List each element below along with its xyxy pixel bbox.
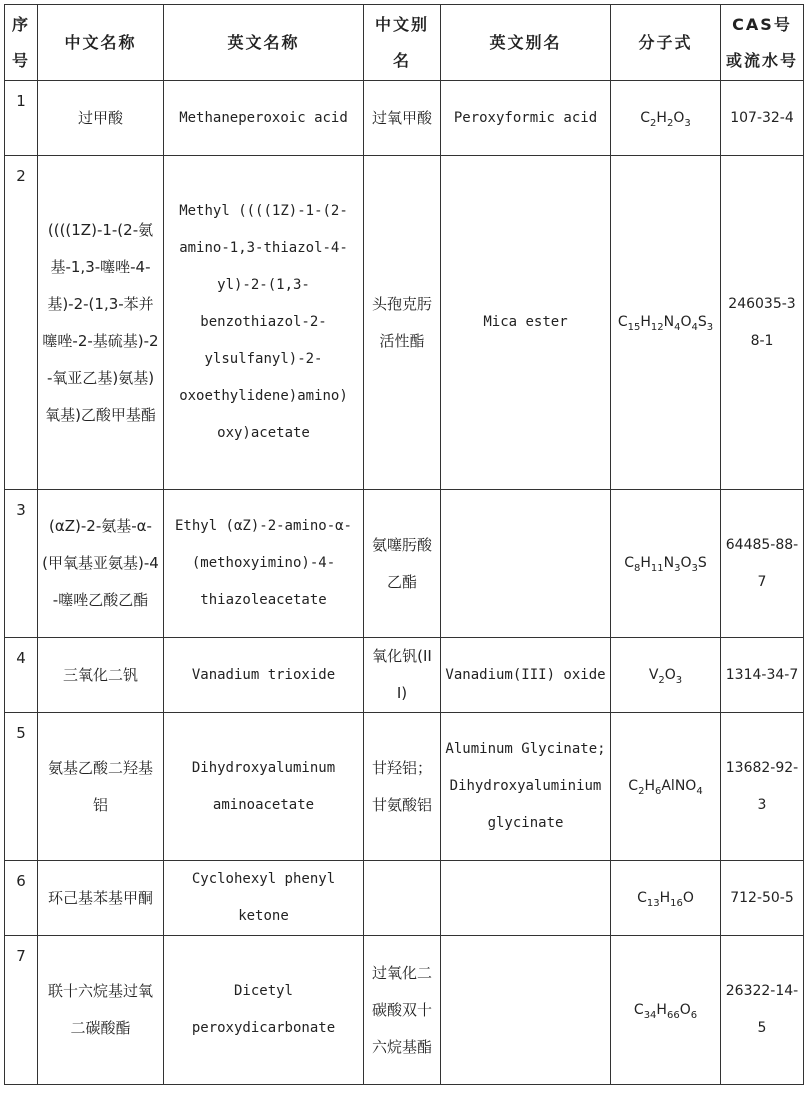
formula-count: 12 xyxy=(650,321,664,333)
formula-count: 2 xyxy=(658,674,665,686)
formula-element: O xyxy=(673,109,685,126)
formula-element: AlNO xyxy=(661,778,697,794)
cell-cas: 26322-14-5 xyxy=(721,936,804,1085)
formula-count: 3 xyxy=(706,321,714,333)
formula-element: C xyxy=(633,1001,644,1018)
formula-element: H xyxy=(656,1001,667,1018)
cell-cn-alias: 头孢克肟活性酯 xyxy=(364,156,441,490)
formula-element: S xyxy=(697,555,707,571)
table-row xyxy=(5,156,804,490)
formula-element: O xyxy=(679,1001,691,1018)
header-row xyxy=(5,5,804,81)
cell-cn-name: 氨基乙酸二羟基铝 xyxy=(38,713,164,861)
table-row xyxy=(5,861,804,936)
formula-element: H xyxy=(640,555,651,571)
chemical-table xyxy=(4,4,804,1085)
formula-element: C xyxy=(617,314,628,330)
cell-cas: 64485-88-7 xyxy=(721,490,804,638)
formula-count: 6 xyxy=(654,785,662,797)
cell-cn-name: 联十六烷基过氧二碳酸酯 xyxy=(38,936,164,1085)
cell-cas: 712-50-5 xyxy=(721,861,804,936)
formula-element: N xyxy=(663,314,675,330)
formula-element: O xyxy=(680,555,692,571)
table-row xyxy=(5,81,804,156)
cell-en-name: Methyl ((((1Z)-1-(2-amino-1,3-thiazol-4-yl)-2-(1,3-benzothiazol-2-ylsulfanyl)-2-oxoethylidene)amino) oxy)acetate xyxy=(164,156,364,490)
header-cn-name: 中文名称 xyxy=(38,5,164,81)
header-seq: 序号 xyxy=(5,5,38,81)
formula-element: C xyxy=(640,109,651,126)
cell-en-alias xyxy=(441,490,611,638)
header-en-alias: 英文别名 xyxy=(441,5,611,81)
cell-cas: 13682-92-3 xyxy=(721,713,804,861)
header-cas: CAS号或流水号 xyxy=(721,5,804,81)
header-cn-alias: 中文别名 xyxy=(364,5,441,81)
cell-seq: 4 xyxy=(5,638,38,713)
formula-element: H xyxy=(644,778,655,794)
formula-element: H xyxy=(659,889,671,906)
formula-element: H xyxy=(656,109,667,126)
cell-cas: 1314-34-7 xyxy=(721,638,804,713)
cell-formula xyxy=(611,156,721,490)
formula-count: 2 xyxy=(666,117,674,129)
cell-cn-alias: 过氧甲酸 xyxy=(364,81,441,156)
formula-count: 15 xyxy=(627,321,641,333)
cell-en-name: Vanadium trioxide xyxy=(164,638,364,713)
cell-en-name: Ethyl (αZ)-2-amino-α-(methoxyimino)-4-thiazoleacetate xyxy=(164,490,364,638)
cell-en-name: Cyclohexyl phenyl ketone xyxy=(164,861,364,936)
cell-en-alias: Mica ester xyxy=(441,156,611,490)
formula-count: 16 xyxy=(670,897,683,909)
formula-element: C xyxy=(628,778,639,794)
formula-element: C xyxy=(637,889,647,906)
cell-en-alias xyxy=(441,936,611,1085)
formula-count: 4 xyxy=(674,321,681,333)
formula-count: 2 xyxy=(638,785,645,797)
cell-cn-name: 三氧化二钒 xyxy=(38,638,164,713)
cell-cn-alias: 过氧化二碳酸双十六烷基酯 xyxy=(364,936,441,1085)
formula-count: 34 xyxy=(643,1009,657,1021)
table-row xyxy=(5,638,804,713)
formula-element: N xyxy=(663,555,675,571)
formula-count: 2 xyxy=(650,117,657,129)
formula-count: 4 xyxy=(691,321,698,333)
cell-cn-name: 环己基苯基甲酮 xyxy=(38,861,164,936)
cell-cas: 246035-38-1 xyxy=(721,156,804,490)
formula-count: 3 xyxy=(674,562,681,574)
formula-element: O xyxy=(682,889,694,906)
header-formula: 分子式 xyxy=(611,5,721,81)
formula-count: 4 xyxy=(696,785,703,797)
cell-cn-alias: 甘羟铝；甘氨酸铝 xyxy=(364,713,441,861)
cell-cn-name: (αZ)-2-氨基-α-(甲氧基亚氨基)-4-噻唑乙酸乙酯 xyxy=(38,490,164,638)
cell-formula xyxy=(611,638,721,713)
cell-seq: 2 xyxy=(5,156,38,490)
formula-element: V xyxy=(648,666,659,683)
formula-count: 66 xyxy=(666,1009,680,1021)
cell-cn-alias: 氧化钒(III) xyxy=(364,638,441,713)
cell-seq: 5 xyxy=(5,713,38,861)
formula-element: O xyxy=(680,314,692,330)
cell-en-alias: Peroxyformic acid xyxy=(441,81,611,156)
formula-count: 3 xyxy=(691,562,698,574)
cell-cas: 107-32-4 xyxy=(721,81,804,156)
cell-en-alias: Aluminum Glycinate; Dihydroxyaluminium glycinate xyxy=(441,713,611,861)
cell-en-name: Methaneperoxoic acid xyxy=(164,81,364,156)
cell-seq: 6 xyxy=(5,861,38,936)
cell-en-alias: Vanadium(III) oxide xyxy=(441,638,611,713)
formula-count: 3 xyxy=(675,674,683,686)
cell-formula xyxy=(611,490,721,638)
formula-count: 6 xyxy=(690,1009,698,1021)
formula-element: S xyxy=(697,314,707,330)
cell-en-name: Dihydroxyaluminum aminoacetate xyxy=(164,713,364,861)
formula-element: O xyxy=(664,666,676,683)
formula-element: C xyxy=(624,555,634,571)
cell-seq: 7 xyxy=(5,936,38,1085)
table-row xyxy=(5,713,804,861)
cell-en-alias xyxy=(441,861,611,936)
formula-count: 8 xyxy=(633,562,641,574)
cell-formula xyxy=(611,81,721,156)
formula-count: 13 xyxy=(646,897,660,909)
cell-seq: 1 xyxy=(5,81,38,156)
cell-en-name: Dicetyl peroxydicarbonate xyxy=(164,936,364,1085)
cell-formula xyxy=(611,713,721,861)
cell-seq: 3 xyxy=(5,490,38,638)
table-row xyxy=(5,490,804,638)
cell-formula xyxy=(611,861,721,936)
cell-cn-alias: 氨噻肟酸乙酯 xyxy=(364,490,441,638)
header-en-name: 英文名称 xyxy=(164,5,364,81)
formula-count: 3 xyxy=(684,117,691,129)
cell-cn-name: ((((1Z)-1-(2-氨基-1,3-噻唑-4-基)-2-(1,3-苯并噻唑-2-基硫基)-2-氧亚乙基)氨基)氧基)乙酸甲基酯 xyxy=(38,156,164,490)
cell-cn-alias xyxy=(364,861,441,936)
cell-cn-name: 过甲酸 xyxy=(38,81,164,156)
table-row xyxy=(5,936,804,1085)
cell-formula xyxy=(611,936,721,1085)
formula-count: 11 xyxy=(650,562,664,574)
formula-element: H xyxy=(640,314,651,330)
